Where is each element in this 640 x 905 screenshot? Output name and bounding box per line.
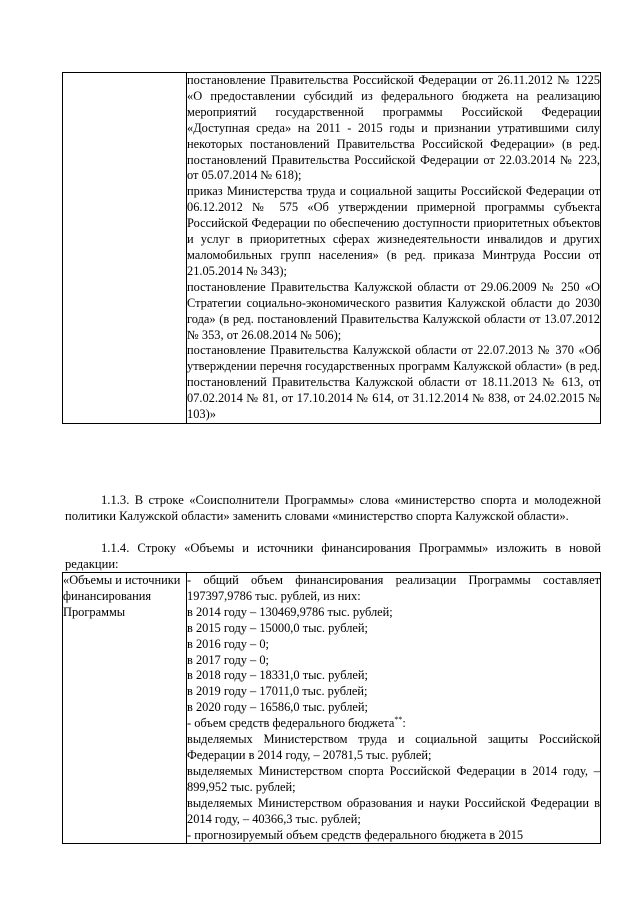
federal-budget-heading: [187, 716, 600, 732]
legal-act-2: приказ Министерства труда и социальной защиты Российской Федерации от 06.12.2012 № 575 «Об утверждении примерной программы субъекта Российской Федерации по обеспечению доступности приоритетных объектов и услуг в приоритетных сферах жизнедеятельности инвалидов и других маломобильных групп населения» (в ред. приказа Минтруда России от 21.05.2014 № 343);: [187, 184, 600, 278]
legal-act-4: постановление Правительства Калужской области от 22.07.2013 № 370 «Об утверждении перечня государственных программ Калужской области» (в ред. постановлений Правительства Калужской области от 18.11.2013 № 613, от 07.02.2014 № 81, от 17.10.2014 № 614, от 31.12.2014 № 838, от 24.02.2015 № 103)»: [187, 343, 600, 422]
funding-year-2020: в 2020 году – 16586,0 тыс. рублей;: [187, 700, 368, 715]
federal-education-ministry: выделяемых Министерством образования и науки Российской Федерации в 2014 году, – 40366,3 тыс. рублей;: [187, 795, 600, 826]
funding-label-cell: [63, 573, 187, 844]
federal-labor-ministry: выделяемых Министерством труда и социальной защиты Российской Федерации в 2014 году, – 20781,5 тыс. рублей;: [187, 732, 600, 762]
funding-year-2018: в 2018 году – 18331,0 тыс. рублей;: [187, 668, 368, 683]
funding-year-2015: в 2015 году – 15000,0 тыс. рублей;: [187, 620, 368, 635]
federal-sport-ministry: выделяемых Министерством спорта Российской Федерации в 2014 году, – 899,952 тыс. рублей;: [187, 763, 600, 794]
legal-act-3: постановление Правительства Калужской области от 29.06.2009 № 250 «О Стратегии социально-экономического развития Калужской области до 2030 года» (в ред. постановлений Правительства Калужской области от 13.07.2012 № 353, от 26.08.2014 № 506);: [187, 279, 600, 342]
footnote-mark: **: [394, 715, 403, 725]
legal-basis-table: [62, 72, 601, 424]
funding-year-2014: в 2014 году – 130469,9786 тыс. рублей;: [187, 604, 393, 619]
federal-forecast-2015: - прогнозируемый объем средств федерального бюджета в 2015: [187, 827, 524, 842]
paragraph-1-1-4: 1.1.4. Строку «Объемы и источники финансирования Программы» изложить в новой редакции:: [65, 541, 601, 571]
funding-year-2017: в 2017 году – 0;: [187, 652, 269, 667]
federal-budget-text: - объем средств федерального бюджета: [187, 716, 395, 731]
funding-year-2016: в 2016 году – 0;: [187, 636, 269, 651]
funding-total: - общий объем финансирования реализации Программы составляет 197397,9786 тыс. рублей, из них:: [187, 573, 600, 603]
funding-label: «Объемы и источники финансирования Программы: [63, 573, 181, 619]
paragraph-1-1-3: 1.1.3. В строке «Соисполнители Программы» слова «министерство спорта и молодежной политики Калужской области» заменить словами «министерство спорта Калужской области».: [65, 493, 601, 523]
legal-act-1: постановление Правительства Российской Федерации от 26.11.2012 № 1225 «О предоставлении субсидий из федерального бюджета на реализацию мероприятий государственной программы Российской Федерации «Доступная среда» на 2011 - 2015 годы и признании утратившими силу некоторых постановлений Правительства Российской Федерации» (в ред. постановлений Правительства Российской Федерации от 22.03.2014 № 223, от 05.07.2014 № 618);: [187, 73, 600, 183]
table-row: [63, 73, 601, 424]
legal-acts-cell: [187, 73, 601, 424]
funding-details-cell: [187, 573, 601, 844]
funding-year-2019: в 2019 году – 17011,0 тыс. рублей;: [187, 684, 368, 699]
empty-left-cell: [63, 73, 187, 424]
funding-table: [62, 572, 601, 844]
colon: :: [402, 716, 406, 731]
table-row: [63, 573, 601, 844]
